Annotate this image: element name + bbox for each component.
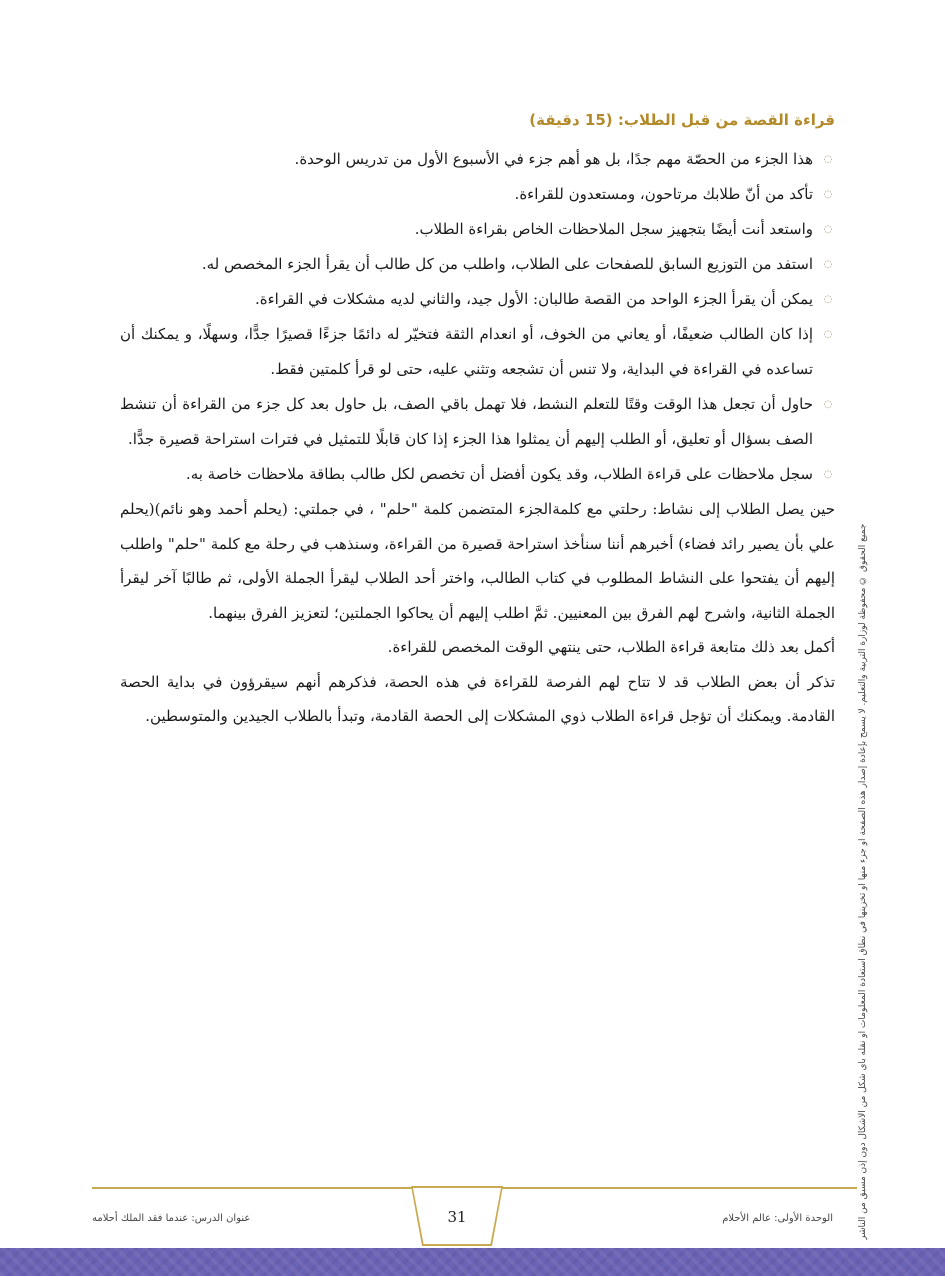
- list-item: ◌ تأكد من أنّ طلابك مرتاحون، ومستعدون للقراءة.: [120, 177, 835, 212]
- bullet-list: [120, 142, 835, 492]
- bullet-icon: ◌: [823, 154, 833, 165]
- list-item: ◌ هذا الجزء من الحصّة مهم جدًا، بل هو أهم جزء في الأسبوع الأول من تدريس الوحدة.: [120, 142, 835, 177]
- bullet-icon: ◌: [823, 189, 833, 200]
- footer-unit-title: الوحدة الأولى: عالم الأحلام: [722, 1213, 833, 1224]
- decorative-bottom-band: [0, 1248, 945, 1276]
- bullet-icon: ◌: [823, 294, 833, 305]
- list-item: ◌ واستعد أنت أيضًا بتجهيز سجل الملاحظات الخاص بقراءة الطلاب.: [120, 212, 835, 247]
- list-item: ◌ سجل ملاحظات على قراءة الطلاب، وقد يكون أفضل أن تخصص لكل طالب بطاقة ملاحظات خاصة به.: [120, 457, 835, 492]
- copyright-side-note: جميع الحقوق © محفوظة لوزارة التربية والتعليم. لا يسمح بإعادة إصدار هذه الصفحة أو جزء منها أو تخزينها في نطاق استعادة المعلومات أو نقله بأي شكل من الأشكال دون إذن مسبق من الناشر: [858, 523, 868, 1240]
- bullet-icon: ◌: [823, 224, 833, 235]
- list-item: ◌ يمكن أن يقرأ الجزء الواحد من القصة طالبان: الأول جيد، والثاني لديه مشكلات في القراءة.: [120, 282, 835, 317]
- paragraph-activity: حين يصل الطلاب إلى نشاط: رحلتي مع كلمةالجزء المتضمن كلمة "حلم" ، في جملتي: (يحلم أحمد وهو نائم)(يحلم علي بأن يصير رائد فضاء) أخبرهم أننا سنأخذ استراحة قصيرة من القراءة، وسنذهب في رحلة مع كلمة "حلم" واطلب إليهم أن يفتحوا على النشاط المطلوب في كتاب الطالب، واختر أحد الطلاب ليقرأ الجملة الأولى، ثم طالبًا آخر ليقرأ الجملة الثانية، واشرح لهم الفرق بين المعنيين. ثمَّ اطلب إليهم أن يحاكوا الجملتين؛ لتعزيز الفرق بينهما.: [120, 500, 835, 622]
- bullet-icon: ◌: [823, 259, 833, 270]
- section-title: قراءة القصة من قبل الطلاب: (15 دقيقة): [529, 111, 835, 129]
- list-item: ◌ حاول أن تجعل هذا الوقت وقتًا للتعلم النشط، فلا تهمل باقي الصف، بل حاول بعد كل جزء من القراءة أن تنشط الصف بسؤال أو تعليق، أو الطلب إليهم أن يمثلوا هذا الجزء إذا كان قابلًا للتمثيل في فترات استراحة قصيرة جدًّا.: [120, 387, 835, 457]
- footer-lesson-title: عنوان الدرس: عندما فقد الملك أحلامه: [92, 1213, 251, 1224]
- paragraph-continue: أكمل بعد ذلك متابعة قراءة الطلاب، حتى ينتهي الوقت المخصص للقراءة.: [387, 638, 835, 656]
- page-content: [120, 108, 835, 734]
- bullet-icon: ◌: [823, 399, 833, 410]
- bullet-icon: ◌: [823, 469, 833, 480]
- list-item: ◌ استفد من التوزيع السابق للصفحات على الطلاب، واطلب من كل طالب أن يقرأ الجزء المخصص له.: [120, 247, 835, 282]
- bullet-icon: ◌: [823, 329, 833, 340]
- page-number: 31: [447, 1208, 467, 1226]
- paragraph-reminder: تذكر أن بعض الطلاب قد لا تتاح لهم الفرصة للقراءة في هذه الحصة، فذكرهم أنهم سيقرؤون في بداية الحصة القادمة. ويمكنك أن تؤجل قراءة الطلاب ذوي المشكلات إلى الحصة القادمة، وتبدأ بالطلاب الجيدين والمتوسطين.: [120, 672, 835, 725]
- list-item: ◌ إذا كان الطالب ضعيفًا، أو يعاني من الخوف، أو انعدام الثقة فتخيّر له دائمًا جزءًا قصيرًا جدًّا، وسهلًا، و يمكنك أن تساعده في القراءة في البداية، ولا تنس أن تشجعه وتثني عليه، حتى لو قرأ كلمتين فقط.: [120, 317, 835, 387]
